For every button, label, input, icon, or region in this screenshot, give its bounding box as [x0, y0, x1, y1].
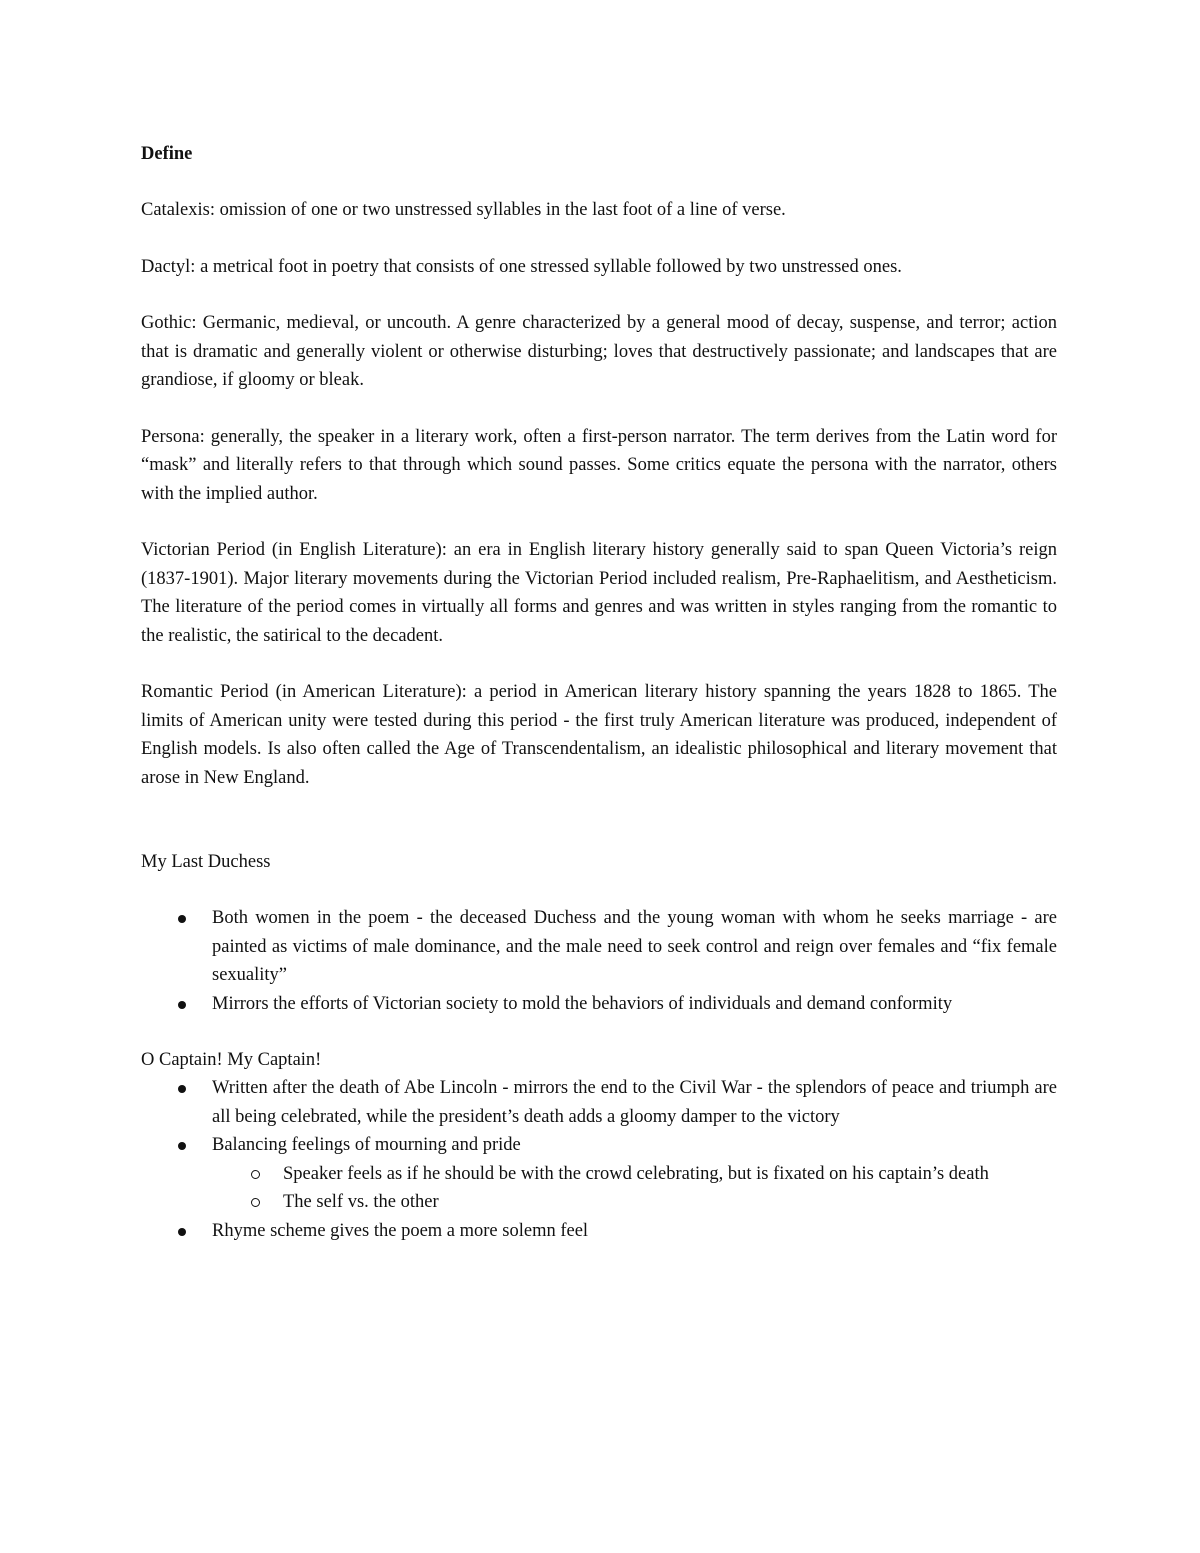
definition-romantic-period: Romantic Period (in American Literature): a period in American literary history spanning the years 1828 to 1865. The limits of American unity were tested during this period - the first truly American literature was produced, independent of English models. Is also often called the Age of Transcendentalism, an idealistic philosophical and literary movement that arose in New England. — [141, 682, 1057, 788]
list-item-text: Rhyme scheme gives the poem a more solemn feel — [212, 1220, 589, 1241]
definition-catalexis: Catalexis: omission of one or two unstressed syllables in the last foot of a line of verse. — [141, 200, 786, 220]
o-captain-title: O Captain! My Captain! — [141, 1050, 322, 1070]
define-heading: Define — [141, 144, 193, 164]
list-item — [141, 904, 1057, 990]
list-item-text: Written after the death of Abe Lincoln - mirrors the end to the Civil War - the splendors of peace and triumph are all being celebrated, while the president’s death adds a gloomy damper to the victory — [212, 1078, 1057, 1127]
bullet-icon — [178, 1228, 186, 1236]
bullet-icon — [178, 1085, 186, 1093]
definition-persona: Persona: generally, the speaker in a literary work, often a first-person narrator. The term derives from the Latin word for “mask” and literally refers to that through which sound passes. Some critics equate the persona with the narrator, others with the implied author. — [141, 426, 1057, 504]
sub-list-item — [212, 1160, 1057, 1189]
hollow-bullet-icon — [251, 1198, 260, 1207]
list-item — [141, 1131, 1057, 1217]
list-item-text: Balancing feelings of mourning and pride — [212, 1135, 521, 1155]
list-item-text: Mirrors the efforts of Victorian society to mold the behaviors of individuals and demand conformity — [212, 993, 953, 1014]
list-item — [141, 1217, 1057, 1246]
sub-list-item — [212, 1188, 1057, 1217]
sub-list-item-text: Speaker feels as if he should be with the crowd celebrating, but is fixated on his captain’s death — [283, 1163, 989, 1184]
bullet-icon — [178, 1142, 186, 1150]
my-last-duchess-list — [141, 904, 1057, 1018]
definition-victorian-period: Victorian Period (in English Literature): an era in English literary history generally said to span Queen Victoria’s reign (1837-1901). Major literary movements during the Victorian Period included realism, Pre-Raphaelitism, and Aestheticism. The literature of the period comes in virtually all forms and genres and was written in styles ranging from the romantic to the realistic, the satirical to the decadent. — [141, 540, 1057, 646]
hollow-bullet-icon — [251, 1170, 260, 1179]
definition-gothic: Gothic: Germanic, medieval, or uncouth. A genre characterized by a general mood of decay, suspense, and terror; action that is dramatic and generally violent or otherwise disturbing; loves that destructively passionate; and landscapes that are grandiose, if gloomy or bleak. — [141, 313, 1057, 390]
sub-list-item-text: The self vs. the other — [283, 1192, 439, 1212]
list-item — [141, 1074, 1057, 1131]
my-last-duchess-title: My Last Duchess — [141, 852, 271, 872]
definition-dactyl: Dactyl: a metrical foot in poetry that consists of one stressed syllable followed by two unstressed ones. — [141, 256, 902, 277]
list-item — [141, 990, 1057, 1019]
o-captain-list — [141, 1074, 1057, 1245]
document-page — [141, 140, 1057, 1245]
list-item-text: Both women in the poem - the deceased Duchess and the young woman with whom he seeks marriage - are painted as victims of male dominance, and the male need to seek control and reign over females and “fix female sexuality” — [212, 908, 1057, 985]
bullet-icon — [178, 915, 186, 923]
bullet-icon — [178, 1001, 186, 1009]
sub-list — [212, 1160, 1057, 1217]
